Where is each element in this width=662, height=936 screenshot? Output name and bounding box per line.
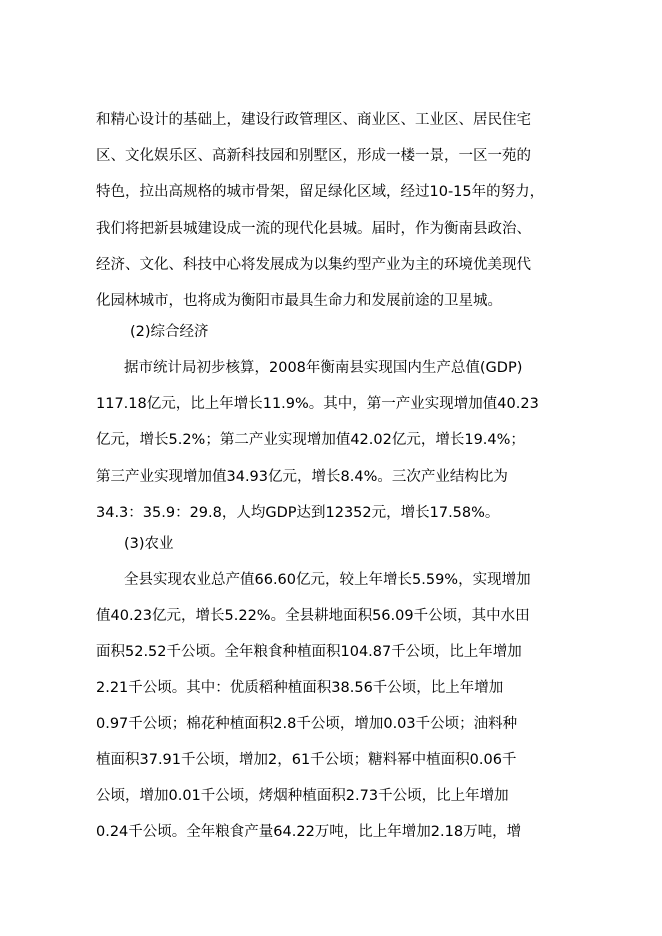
text-line: 经济、文化、科技中心将发展成为以集约型产业为主的环境优美现代 — [96, 257, 531, 273]
text-line: 亿元，增长5.2%；第二产业实现增加值42.02亿元，增长19.4%； — [96, 432, 525, 448]
text-line: 和精心设计的基础上，建设行政管理区、商业区、工业区、居民住宅 — [96, 112, 531, 128]
text-line: 面积52.52千公顷。全年粮食种植面积104.87千公顷，比上年增加 — [96, 644, 522, 660]
text-line: 全县实现农业总产值66.60亿元，较上年增长5.59%，实现增加 — [124, 572, 531, 588]
text-line: 植面积37.91千公顷，增加2，61千公顷；糖料幂中植面积0.06千 — [96, 752, 517, 768]
text-line: 我们将把新县城建设成一流的现代化县城。届时，作为衡南县政治、 — [96, 221, 531, 237]
text-line: 2.21千公顷。其中：优质稻种植面积38.56千公顷，比上年增加 — [96, 680, 504, 696]
text-line: 化园林城市，也将成为衡阳市最具生命力和发展前途的卫星城。 — [96, 293, 502, 309]
text-line: 0.24千公顷。全年粮食产量64.22万吨，比上年增加2.18万吨，增 — [96, 824, 522, 840]
text-line: 据市统计局初步核算，2008年衡南县实现国内生产总值(GDP) — [124, 360, 523, 376]
section-heading: (2)综合经济 — [130, 324, 209, 340]
text-line: 117.18亿元，比上年增长11.9%。其中，第一产业实现增加值40.23 — [96, 396, 539, 412]
text-line: 0.97千公顷；棉花种植面积2.8千公顷，增加0.03千公顷；油料种 — [96, 716, 518, 732]
section-heading: (3)农业 — [124, 536, 174, 552]
text-line: 区、文化娱乐区、高新科技园和别墅区，形成一楼一景，一区一苑的 — [96, 148, 531, 164]
text-line: 特色，拉出高规格的城市骨架，留足绿化区域，经过10-15年的努力， — [96, 184, 545, 200]
text-line: 34.3：35.9：29.8，人均GDP达到12352元，增长17.58%。 — [96, 505, 500, 521]
text-line: 公顷，增加0.01千公顷，烤烟种植面积2.73千公顷，比上年增加 — [96, 788, 509, 804]
text-line: 值40.23亿元，增长5.22%。全县耕地面积56.09千公顷，其中水田 — [96, 608, 530, 624]
text-line: 第三产业实现增加值34.93亿元，增长8.4%。三次产业结构比为 — [96, 469, 508, 485]
